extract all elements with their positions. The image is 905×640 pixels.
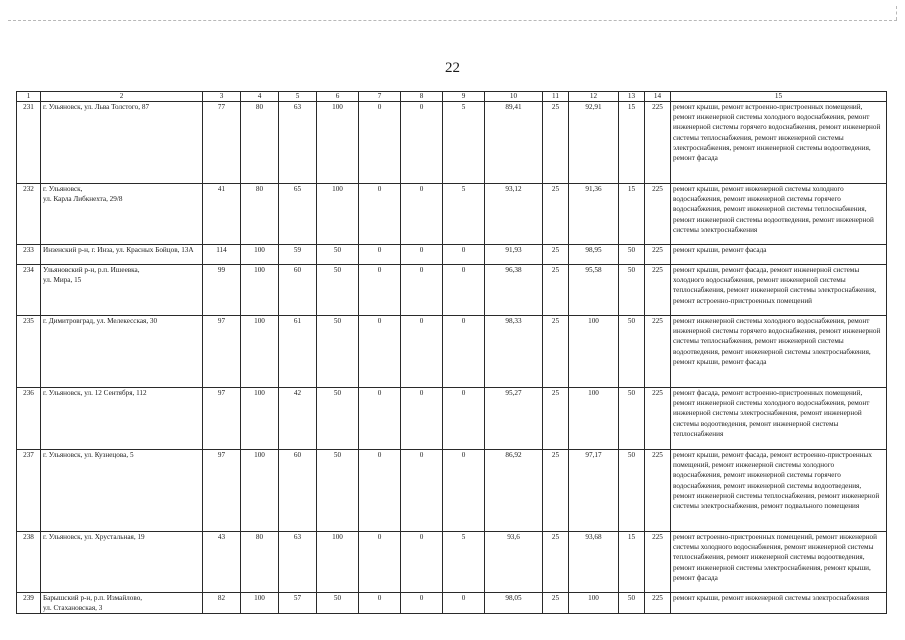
cell-14: 225 bbox=[645, 532, 671, 593]
cell-4: 100 bbox=[241, 245, 279, 265]
cell-3: 41 bbox=[203, 184, 241, 245]
cell-6: 100 bbox=[317, 184, 359, 245]
cell-9: 0 bbox=[443, 593, 485, 614]
cell-11: 25 bbox=[543, 102, 569, 184]
cell-8: 0 bbox=[401, 316, 443, 388]
table-row bbox=[17, 245, 887, 265]
works-list-cell: ремонт крыши, ремонт инженерной системы электроснабжения bbox=[671, 593, 887, 614]
row-number: 238 bbox=[17, 532, 41, 593]
cell-10: 96,38 bbox=[485, 265, 543, 316]
works-list-cell: ремонт фасада, ремонт встроенно-пристроенных помещений, ремонт инженерной системы холодного водоснабжения, ремонт инженерной системы электроснабжения, ремонт инженерной системы водоотведения, ремонт инженерной системы теплоснабжения bbox=[671, 388, 887, 450]
cell-6: 50 bbox=[317, 265, 359, 316]
cell-10: 98,05 bbox=[485, 593, 543, 614]
cell-7: 0 bbox=[359, 102, 401, 184]
col-header-4: 4 bbox=[241, 92, 279, 102]
works-list-cell: ремонт крыши, ремонт фасада bbox=[671, 245, 887, 265]
cell-11: 25 bbox=[543, 450, 569, 532]
table-row bbox=[17, 265, 887, 316]
row-number: 239 bbox=[17, 593, 41, 614]
col-header-10: 10 bbox=[485, 92, 543, 102]
cell-8: 0 bbox=[401, 184, 443, 245]
cell-14: 225 bbox=[645, 388, 671, 450]
cell-14: 225 bbox=[645, 593, 671, 614]
col-header-3: 3 bbox=[203, 92, 241, 102]
works-list-cell: ремонт встроенно-пристроенных помещений, ремонт инженерной системы холодного водоснабжения, ремонт инженерной системы теплоснабжения, ремонт инженерной системы водоотведения, ремонт инженерной системы электроснабжения, ремонт крыши, ремонт фасада bbox=[671, 532, 887, 593]
cell-7: 0 bbox=[359, 265, 401, 316]
row-number: 235 bbox=[17, 316, 41, 388]
col-header-1: 1 bbox=[17, 92, 41, 102]
row-number: 237 bbox=[17, 450, 41, 532]
cell-6: 100 bbox=[317, 102, 359, 184]
cell-8: 0 bbox=[401, 102, 443, 184]
cell-10: 93,6 bbox=[485, 532, 543, 593]
cell-7: 0 bbox=[359, 593, 401, 614]
cell-3: 97 bbox=[203, 316, 241, 388]
address-cell: г. Димитровград, ул. Мелекесская, 30 bbox=[41, 316, 203, 388]
cell-5: 63 bbox=[279, 532, 317, 593]
cell-14: 225 bbox=[645, 450, 671, 532]
cell-10: 93,12 bbox=[485, 184, 543, 245]
col-header-12: 12 bbox=[569, 92, 619, 102]
col-header-15: 15 bbox=[671, 92, 887, 102]
cell-3: 97 bbox=[203, 450, 241, 532]
col-header-6: 6 bbox=[317, 92, 359, 102]
address-cell: г. Ульяновск, ул. 12 Сентября, 112 bbox=[41, 388, 203, 450]
cell-13: 50 bbox=[619, 265, 645, 316]
cell-9: 5 bbox=[443, 184, 485, 245]
cell-13: 15 bbox=[619, 532, 645, 593]
cell-7: 0 bbox=[359, 184, 401, 245]
col-header-14: 14 bbox=[645, 92, 671, 102]
cell-3: 97 bbox=[203, 388, 241, 450]
cell-9: 5 bbox=[443, 532, 485, 593]
cell-12: 93,68 bbox=[569, 532, 619, 593]
col-header-2: 2 bbox=[41, 92, 203, 102]
col-header-7: 7 bbox=[359, 92, 401, 102]
cell-4: 100 bbox=[241, 450, 279, 532]
table-row bbox=[17, 450, 887, 532]
cell-5: 61 bbox=[279, 316, 317, 388]
cell-4: 100 bbox=[241, 388, 279, 450]
cell-12: 92,91 bbox=[569, 102, 619, 184]
cell-12: 100 bbox=[569, 593, 619, 614]
cell-11: 25 bbox=[543, 388, 569, 450]
cell-14: 225 bbox=[645, 316, 671, 388]
page-number: 22 bbox=[445, 60, 460, 76]
cell-10: 89,41 bbox=[485, 102, 543, 184]
top-dashed-rule bbox=[8, 20, 897, 21]
works-list-cell: ремонт инженерной системы холодного водоснабжения, ремонт инженерной системы горячего водоснабжения, ремонт инженерной системы теплоснабжения, ремонт инженерной системы водоотведения, ремонт инженерной системы электроснабжения, ремонт крыши, ремонт фасада bbox=[671, 316, 887, 388]
row-number: 233 bbox=[17, 245, 41, 265]
cell-4: 80 bbox=[241, 532, 279, 593]
row-number: 236 bbox=[17, 388, 41, 450]
cell-10: 98,33 bbox=[485, 316, 543, 388]
col-header-9: 9 bbox=[443, 92, 485, 102]
cell-5: 63 bbox=[279, 102, 317, 184]
cell-11: 25 bbox=[543, 532, 569, 593]
cell-7: 0 bbox=[359, 388, 401, 450]
cell-6: 50 bbox=[317, 593, 359, 614]
cell-14: 225 bbox=[645, 245, 671, 265]
col-header-11: 11 bbox=[543, 92, 569, 102]
cell-13: 50 bbox=[619, 316, 645, 388]
row-number: 234 bbox=[17, 265, 41, 316]
cell-3: 114 bbox=[203, 245, 241, 265]
cell-12: 91,36 bbox=[569, 184, 619, 245]
works-list-cell: ремонт крыши, ремонт встроенно-пристроенных помещений, ремонт инженерной системы холодного водоснабжения, ремонт инженерной системы горячего водоснабжения, ремонт инженерной системы теплоснабжения, ремонт инженерной системы электроснабжения, ремонт инженерной системы водоотведения, ремонт фасада bbox=[671, 102, 887, 184]
works-list-cell: ремонт крыши, ремонт фасада, ремонт инженерной системы холодного водоснабжения, ремонт инженерной системы теплоснабжения, ремонт инженерной системы электроснабжения, ремонт встроенно-пристроенных помещений bbox=[671, 265, 887, 316]
cell-10: 91,93 bbox=[485, 245, 543, 265]
cell-8: 0 bbox=[401, 593, 443, 614]
cell-6: 50 bbox=[317, 245, 359, 265]
row-number: 231 bbox=[17, 102, 41, 184]
table-row bbox=[17, 184, 887, 245]
address-cell: Барышский р-н, р.п. Измайлово, ул. Стахановская, 3 bbox=[41, 593, 203, 614]
cell-10: 86,92 bbox=[485, 450, 543, 532]
cell-3: 82 bbox=[203, 593, 241, 614]
cell-11: 25 bbox=[543, 316, 569, 388]
cell-14: 225 bbox=[645, 265, 671, 316]
table-row bbox=[17, 316, 887, 388]
cell-8: 0 bbox=[401, 388, 443, 450]
cell-9: 0 bbox=[443, 316, 485, 388]
cell-9: 0 bbox=[443, 450, 485, 532]
cell-13: 50 bbox=[619, 388, 645, 450]
col-header-8: 8 bbox=[401, 92, 443, 102]
cell-6: 100 bbox=[317, 532, 359, 593]
cell-5: 60 bbox=[279, 265, 317, 316]
row-number: 232 bbox=[17, 184, 41, 245]
cell-13: 50 bbox=[619, 450, 645, 532]
cell-11: 25 bbox=[543, 265, 569, 316]
cell-14: 225 bbox=[645, 102, 671, 184]
col-header-13: 13 bbox=[619, 92, 645, 102]
col-header-5: 5 bbox=[279, 92, 317, 102]
cell-7: 0 bbox=[359, 316, 401, 388]
cell-7: 0 bbox=[359, 245, 401, 265]
cell-9: 5 bbox=[443, 102, 485, 184]
address-cell: г. Ульяновск, ул. Хрустальная, 19 bbox=[41, 532, 203, 593]
cell-7: 0 bbox=[359, 532, 401, 593]
cell-7: 0 bbox=[359, 450, 401, 532]
cell-8: 0 bbox=[401, 265, 443, 316]
table-row bbox=[17, 388, 887, 450]
cell-8: 0 bbox=[401, 450, 443, 532]
cell-8: 0 bbox=[401, 245, 443, 265]
cell-3: 77 bbox=[203, 102, 241, 184]
cell-6: 50 bbox=[317, 316, 359, 388]
cell-9: 0 bbox=[443, 388, 485, 450]
works-list-cell: ремонт крыши, ремонт инженерной системы холодного водоснабжения, ремонт инженерной системы горячего водоснабжения, ремонт инженерной системы теплоснабжения, ремонт инженерной системы водоотведения, ремонт инженерной системы электроснабжения bbox=[671, 184, 887, 245]
corner-mark bbox=[882, 6, 897, 20]
cell-13: 50 bbox=[619, 245, 645, 265]
table-body bbox=[17, 102, 887, 614]
cell-4: 100 bbox=[241, 593, 279, 614]
cell-12: 100 bbox=[569, 316, 619, 388]
cell-11: 25 bbox=[543, 593, 569, 614]
table-row bbox=[17, 102, 887, 184]
cell-12: 98,95 bbox=[569, 245, 619, 265]
cell-8: 0 bbox=[401, 532, 443, 593]
overhaul-table bbox=[16, 91, 887, 614]
cell-11: 25 bbox=[543, 184, 569, 245]
cell-9: 0 bbox=[443, 265, 485, 316]
cell-14: 225 bbox=[645, 184, 671, 245]
cell-12: 95,58 bbox=[569, 265, 619, 316]
cell-12: 97,17 bbox=[569, 450, 619, 532]
table-row bbox=[17, 532, 887, 593]
cell-13: 15 bbox=[619, 102, 645, 184]
cell-9: 0 bbox=[443, 245, 485, 265]
cell-5: 59 bbox=[279, 245, 317, 265]
cell-13: 50 bbox=[619, 593, 645, 614]
cell-13: 15 bbox=[619, 184, 645, 245]
cell-6: 50 bbox=[317, 450, 359, 532]
cell-5: 60 bbox=[279, 450, 317, 532]
cell-3: 43 bbox=[203, 532, 241, 593]
cell-3: 99 bbox=[203, 265, 241, 316]
works-list-cell: ремонт крыши, ремонт фасада, ремонт встроенно-пристроенных помещений, ремонт инженерной системы холодного водоснабжения, ремонт инженерной системы горячего водоснабжения, ремонт инженерной системы водоотведения, ремонт инженерной системы теплоснабжения, ремонт инженерной системы электроснабжения, ремонт подвального помещения bbox=[671, 450, 887, 532]
cell-5: 42 bbox=[279, 388, 317, 450]
column-number-row bbox=[17, 92, 887, 102]
address-cell: Ульяновский р-н, р.п. Ишеевка, ул. Мира, 15 bbox=[41, 265, 203, 316]
address-cell: г. Ульяновск, ул. Льва Толстого, 87 bbox=[41, 102, 203, 184]
cell-5: 57 bbox=[279, 593, 317, 614]
cell-4: 100 bbox=[241, 316, 279, 388]
table-row bbox=[17, 593, 887, 614]
cell-4: 80 bbox=[241, 184, 279, 245]
cell-4: 100 bbox=[241, 265, 279, 316]
address-cell: г. Ульяновск, ул. Карла Либкнехта, 29/8 bbox=[41, 184, 203, 245]
cell-11: 25 bbox=[543, 245, 569, 265]
cell-4: 80 bbox=[241, 102, 279, 184]
cell-6: 50 bbox=[317, 388, 359, 450]
cell-10: 95,27 bbox=[485, 388, 543, 450]
address-cell: Инзенский р-н, г. Инза, ул. Красных Бойцов, 13А bbox=[41, 245, 203, 265]
cell-12: 100 bbox=[569, 388, 619, 450]
cell-5: 65 bbox=[279, 184, 317, 245]
address-cell: г. Ульяновск, ул. Кузнецова, 5 bbox=[41, 450, 203, 532]
